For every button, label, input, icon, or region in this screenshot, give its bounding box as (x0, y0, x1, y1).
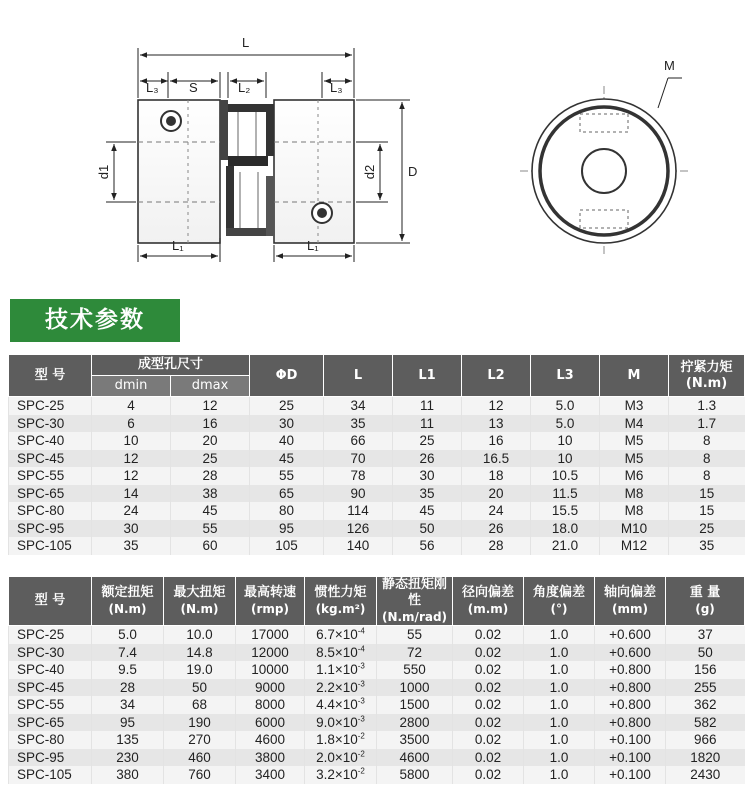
table-cell: 2430 (666, 766, 745, 784)
header-unit: (mm) (612, 602, 648, 616)
header-unit: (g) (695, 602, 715, 616)
header-label: 轴向偏差 (603, 585, 656, 600)
table-cell: 8 (669, 450, 745, 468)
table-cell: M5 (600, 450, 669, 468)
table-cell: 78 (324, 467, 393, 485)
table-cell: 3500 (377, 731, 453, 749)
table-cell: M5 (600, 432, 669, 450)
table-cell: 105 (250, 537, 324, 555)
table-cell: 156 (666, 661, 745, 679)
table-row (9, 432, 745, 450)
table-cell: 65 (250, 485, 324, 503)
inertia-cell (305, 679, 377, 697)
table2-header-cell (377, 577, 453, 626)
table-cell: 0.02 (453, 731, 524, 749)
inertia-exponent: -3 (357, 679, 365, 688)
table-cell: 255 (666, 679, 745, 697)
table-cell: 38 (171, 485, 250, 503)
table-cell: 0.02 (453, 644, 524, 662)
table-cell: 20 (462, 485, 531, 503)
table-cell: M6 (600, 467, 669, 485)
table-cell: 1.0 (524, 644, 595, 662)
header-M: M (600, 355, 669, 397)
header-label: 最高转速 (243, 585, 296, 600)
header-unit: (kg.m²) (315, 602, 366, 616)
table-cell: 45 (393, 502, 462, 520)
table-cell: SPC-55 (9, 467, 92, 485)
table-cell: 12 (92, 450, 171, 468)
table-cell: 270 (164, 731, 236, 749)
table-cell: 114 (324, 502, 393, 520)
table-cell: 15 (669, 502, 745, 520)
table-cell: SPC-55 (9, 696, 92, 714)
inertia-cell (305, 766, 377, 784)
table-cell: 190 (164, 714, 236, 732)
table-cell: 20 (171, 432, 250, 450)
table-cell: SPC-40 (9, 432, 92, 450)
table-cell: 45 (250, 450, 324, 468)
table-cell: 28 (171, 467, 250, 485)
table-cell: 16 (462, 432, 531, 450)
table-cell: SPC-80 (9, 731, 92, 749)
table-cell: 70 (324, 450, 393, 468)
header-model: 型 号 (9, 355, 92, 397)
header-unit: (N.m/rad) (381, 610, 448, 624)
table-cell: M4 (600, 415, 669, 433)
table-row (9, 397, 745, 415)
table-cell: 13 (462, 415, 531, 433)
table-cell: 230 (92, 749, 164, 767)
inertia-cell (305, 626, 377, 644)
table-cell: 26 (462, 520, 531, 538)
table-cell: 1.0 (524, 749, 595, 767)
inertia-exponent: -3 (357, 714, 365, 723)
table-cell: +0.100 (595, 766, 666, 784)
table-cell: 37 (666, 626, 745, 644)
table-row (9, 537, 745, 555)
table-cell: 2800 (377, 714, 453, 732)
table-row (9, 766, 745, 784)
header-dmin: dmin (92, 376, 171, 397)
dim-label-L1-left: L₁ (172, 238, 184, 253)
table-cell: SPC-65 (9, 714, 92, 732)
table-cell: 550 (377, 661, 453, 679)
table-cell: SPC-45 (9, 450, 92, 468)
table-row (9, 450, 745, 468)
table-cell: 5.0 (92, 626, 164, 644)
table-cell: +0.800 (595, 679, 666, 697)
table-cell: SPC-80 (9, 502, 92, 520)
table-cell: 6000 (236, 714, 305, 732)
header-L1: L1 (393, 355, 462, 397)
inertia-exponent: -3 (357, 661, 365, 671)
table-cell: 1820 (666, 749, 745, 767)
technical-drawing (0, 0, 750, 292)
header-L: L (324, 355, 393, 397)
table2-header-cell (236, 577, 305, 626)
table-cell: SPC-95 (9, 749, 92, 767)
table-cell: 1500 (377, 696, 453, 714)
table-cell: +0.100 (595, 731, 666, 749)
table-cell: 1.0 (524, 661, 595, 679)
table-cell: 17000 (236, 626, 305, 644)
table-cell: M12 (600, 537, 669, 555)
table-row (9, 626, 745, 644)
table-cell: 10 (531, 432, 600, 450)
table-cell: M8 (600, 485, 669, 503)
inertia-mantissa: 2.0×10 (316, 749, 358, 765)
table-cell: 68 (164, 696, 236, 714)
table-cell: 140 (324, 537, 393, 555)
header-torque-label: 拧紧力矩 (680, 359, 733, 375)
table-cell: 35 (324, 415, 393, 433)
table-cell: 30 (92, 520, 171, 538)
table-cell: 966 (666, 731, 745, 749)
table-row (9, 415, 745, 433)
inertia-mantissa: 6.7×10 (316, 627, 358, 642)
header-unit: (N.m) (180, 602, 219, 616)
table2-header-cell (666, 577, 745, 626)
inertia-exponent: -3 (357, 696, 365, 706)
table-cell: 24 (92, 502, 171, 520)
table-row (9, 714, 745, 732)
table-cell: M8 (600, 502, 669, 520)
header-L2: L2 (462, 355, 531, 397)
table-cell: +0.800 (595, 661, 666, 679)
table2-header-cell (164, 577, 236, 626)
inertia-mantissa: 4.4×10 (316, 697, 358, 712)
inertia-mantissa: 8.5×10 (316, 644, 358, 660)
table-cell: SPC-105 (9, 537, 92, 555)
table-cell: 1.0 (524, 626, 595, 644)
table-cell: 760 (164, 766, 236, 784)
inertia-cell (305, 661, 377, 679)
dim-label-d2: d2 (362, 164, 377, 180)
table-cell: 0.02 (453, 696, 524, 714)
table-cell: 16.5 (462, 450, 531, 468)
inertia-mantissa: 2.2×10 (316, 679, 358, 695)
table-cell: SPC-95 (9, 520, 92, 538)
dim-label-D: D (408, 164, 418, 179)
performance-table (8, 576, 745, 784)
table-cell: SPC-30 (9, 644, 92, 662)
table-cell: 25 (250, 397, 324, 415)
table-cell: 60 (171, 537, 250, 555)
table-cell: 55 (377, 626, 453, 644)
table-row (9, 644, 745, 662)
table-cell: 1.0 (524, 731, 595, 749)
table-cell: 380 (92, 766, 164, 784)
table-cell: SPC-25 (9, 397, 92, 415)
table-cell: 35 (92, 537, 171, 555)
header-unit: (N.m) (108, 602, 147, 616)
table-cell: 8 (669, 467, 745, 485)
table-cell: 0.02 (453, 626, 524, 644)
table2-header-cell (9, 577, 92, 626)
table-row (9, 485, 745, 503)
table2-header-cell (595, 577, 666, 626)
table-cell: 135 (92, 731, 164, 749)
table-cell: 6 (92, 415, 171, 433)
table2-header-cell (524, 577, 595, 626)
table2-header-cell (305, 577, 377, 626)
table-row (9, 696, 745, 714)
inertia-exponent: -2 (357, 749, 365, 758)
header-dmax: dmax (171, 376, 250, 397)
inertia-cell (305, 731, 377, 749)
table-cell: 24 (462, 502, 531, 520)
table-cell: 10.5 (531, 467, 600, 485)
table-cell: 362 (666, 696, 745, 714)
table-cell: 1.0 (524, 679, 595, 697)
table-cell: SPC-65 (9, 485, 92, 503)
inertia-exponent: -2 (357, 731, 365, 741)
table-cell: 1.0 (524, 696, 595, 714)
table-cell: 10 (531, 450, 600, 468)
header-label: 最大扭矩 (173, 585, 226, 600)
table-row (9, 502, 745, 520)
table-cell: 0.02 (453, 714, 524, 732)
table-cell: 460 (164, 749, 236, 767)
table-cell: 0.02 (453, 749, 524, 767)
table-cell: SPC-105 (9, 766, 92, 784)
table-cell: 4600 (377, 749, 453, 767)
table-cell: 1000 (377, 679, 453, 697)
table-cell: 9000 (236, 679, 305, 697)
dim-label-L2: L₂ (238, 80, 251, 95)
table-cell: 3400 (236, 766, 305, 784)
inertia-cell (305, 644, 377, 662)
side-view (138, 100, 354, 243)
table-cell: 15 (669, 485, 745, 503)
header-label: 径向偏差 (461, 585, 514, 600)
table-cell: 11.5 (531, 485, 600, 503)
table-cell: 14.8 (164, 644, 236, 662)
header-label: 型 号 (34, 593, 66, 608)
table-cell: 4 (92, 397, 171, 415)
inertia-mantissa: 1.8×10 (316, 732, 358, 747)
header-unit: (m.m) (467, 602, 509, 616)
table-cell: 25 (171, 450, 250, 468)
dim-label-L: L (242, 35, 250, 50)
table-cell: +0.100 (595, 749, 666, 767)
table-cell: 0.02 (453, 766, 524, 784)
table-cell: 55 (250, 467, 324, 485)
table-cell: 1.3 (669, 397, 745, 415)
table-cell: 45 (171, 502, 250, 520)
table-cell: 12 (92, 467, 171, 485)
table-cell: 95 (250, 520, 324, 538)
inertia-mantissa: 3.2×10 (316, 767, 358, 782)
end-view (520, 58, 688, 256)
dim-label-L3-right: L₃ (330, 80, 343, 95)
header-D: ΦD (250, 355, 324, 397)
performance-table-body (9, 626, 745, 784)
dim-label-L3-left: L₃ (146, 80, 159, 95)
table-cell: 28 (462, 537, 531, 555)
table-cell: 90 (324, 485, 393, 503)
table-row (9, 661, 745, 679)
inertia-exponent: -4 (357, 644, 365, 653)
table-cell: 19.0 (164, 661, 236, 679)
table2-header-cell (453, 577, 524, 626)
table2-header-cell (92, 577, 164, 626)
header-bore-size: 成型孔尺寸 (92, 355, 250, 376)
header-label: 静态扭矩刚性 (381, 577, 447, 608)
table-cell: 50 (393, 520, 462, 538)
table-cell: M10 (600, 520, 669, 538)
inertia-exponent: -2 (357, 766, 365, 776)
table-cell: 12 (462, 397, 531, 415)
table-cell: 50 (164, 679, 236, 697)
inertia-mantissa: 9.0×10 (316, 714, 358, 730)
table-cell: 80 (250, 502, 324, 520)
table-cell: 0.02 (453, 679, 524, 697)
inertia-cell (305, 749, 377, 767)
table-cell: SPC-45 (9, 679, 92, 697)
table-cell: SPC-40 (9, 661, 92, 679)
table-cell: 12000 (236, 644, 305, 662)
table-cell: 1.0 (524, 766, 595, 784)
table-cell: 126 (324, 520, 393, 538)
table-row (9, 520, 745, 538)
table-cell: 10 (92, 432, 171, 450)
table-cell: 1.0 (524, 714, 595, 732)
dimensions-table (8, 354, 745, 555)
table-cell: 35 (669, 537, 745, 555)
table-cell: 15.5 (531, 502, 600, 520)
table-cell: 10000 (236, 661, 305, 679)
table-cell: 8000 (236, 696, 305, 714)
header-unit: (°) (550, 602, 568, 616)
table-cell: 8 (669, 432, 745, 450)
performance-table-header (9, 577, 745, 626)
table-cell: 50 (666, 644, 745, 662)
table-row (9, 679, 745, 697)
table-row (9, 467, 745, 485)
header-label: 重 量 (689, 585, 721, 600)
table-cell: 7.4 (92, 644, 164, 662)
table-cell: +0.600 (595, 644, 666, 662)
dimensions-table-body (9, 397, 745, 555)
inertia-exponent: -4 (357, 626, 365, 636)
table-cell: 11 (393, 397, 462, 415)
table-cell: 18.0 (531, 520, 600, 538)
table-cell: 30 (250, 415, 324, 433)
header-torque-unit: (N.m) (685, 375, 728, 391)
table-cell: 14 (92, 485, 171, 503)
table-cell: 34 (92, 696, 164, 714)
table-cell: 5800 (377, 766, 453, 784)
table-cell: 21.0 (531, 537, 600, 555)
header-L3: L3 (531, 355, 600, 397)
dim-label-M: M (664, 58, 675, 73)
header-label: 额定扭矩 (101, 585, 154, 600)
table-cell: 16 (171, 415, 250, 433)
table-cell: SPC-30 (9, 415, 92, 433)
table-cell: 582 (666, 714, 745, 732)
table-cell: 55 (171, 520, 250, 538)
inertia-mantissa: 1.1×10 (316, 662, 358, 677)
header-label: 角度偏差 (532, 585, 585, 600)
inertia-cell (305, 714, 377, 732)
table-row (9, 749, 745, 767)
table-cell: 0.02 (453, 661, 524, 679)
table-cell: 66 (324, 432, 393, 450)
table-cell: 5.0 (531, 397, 600, 415)
table-cell: 10.0 (164, 626, 236, 644)
section-title: 技术参数 (10, 299, 180, 342)
table-cell: 4600 (236, 731, 305, 749)
table-cell: SPC-25 (9, 626, 92, 644)
table-cell: 18 (462, 467, 531, 485)
table-row (9, 731, 745, 749)
table-cell: 12 (171, 397, 250, 415)
table-cell: 72 (377, 644, 453, 662)
table-cell: 35 (393, 485, 462, 503)
dim-label-S: S (189, 80, 198, 95)
table-cell: 26 (393, 450, 462, 468)
table-cell: 40 (250, 432, 324, 450)
table-cell: +0.800 (595, 714, 666, 732)
table-cell: 28 (92, 679, 164, 697)
table-cell: +0.600 (595, 626, 666, 644)
table-cell: +0.800 (595, 696, 666, 714)
table-cell: M3 (600, 397, 669, 415)
header-label: 惯性力矩 (314, 585, 367, 600)
table-cell: 3800 (236, 749, 305, 767)
table-cell: 11 (393, 415, 462, 433)
table-cell: 56 (393, 537, 462, 555)
table-cell: 1.7 (669, 415, 745, 433)
table-cell: 30 (393, 467, 462, 485)
header-unit: (rmp) (251, 602, 289, 616)
table-cell: 25 (669, 520, 745, 538)
coupling-drawing-svg (0, 0, 750, 292)
table-cell: 95 (92, 714, 164, 732)
dim-label-L1-right: L₁ (307, 238, 319, 253)
table-cell: 34 (324, 397, 393, 415)
table-cell: 5.0 (531, 415, 600, 433)
table-cell: 25 (393, 432, 462, 450)
inertia-cell (305, 696, 377, 714)
header-tightening-torque (669, 355, 745, 397)
dim-label-d1: d1 (96, 164, 111, 180)
table-cell: 9.5 (92, 661, 164, 679)
